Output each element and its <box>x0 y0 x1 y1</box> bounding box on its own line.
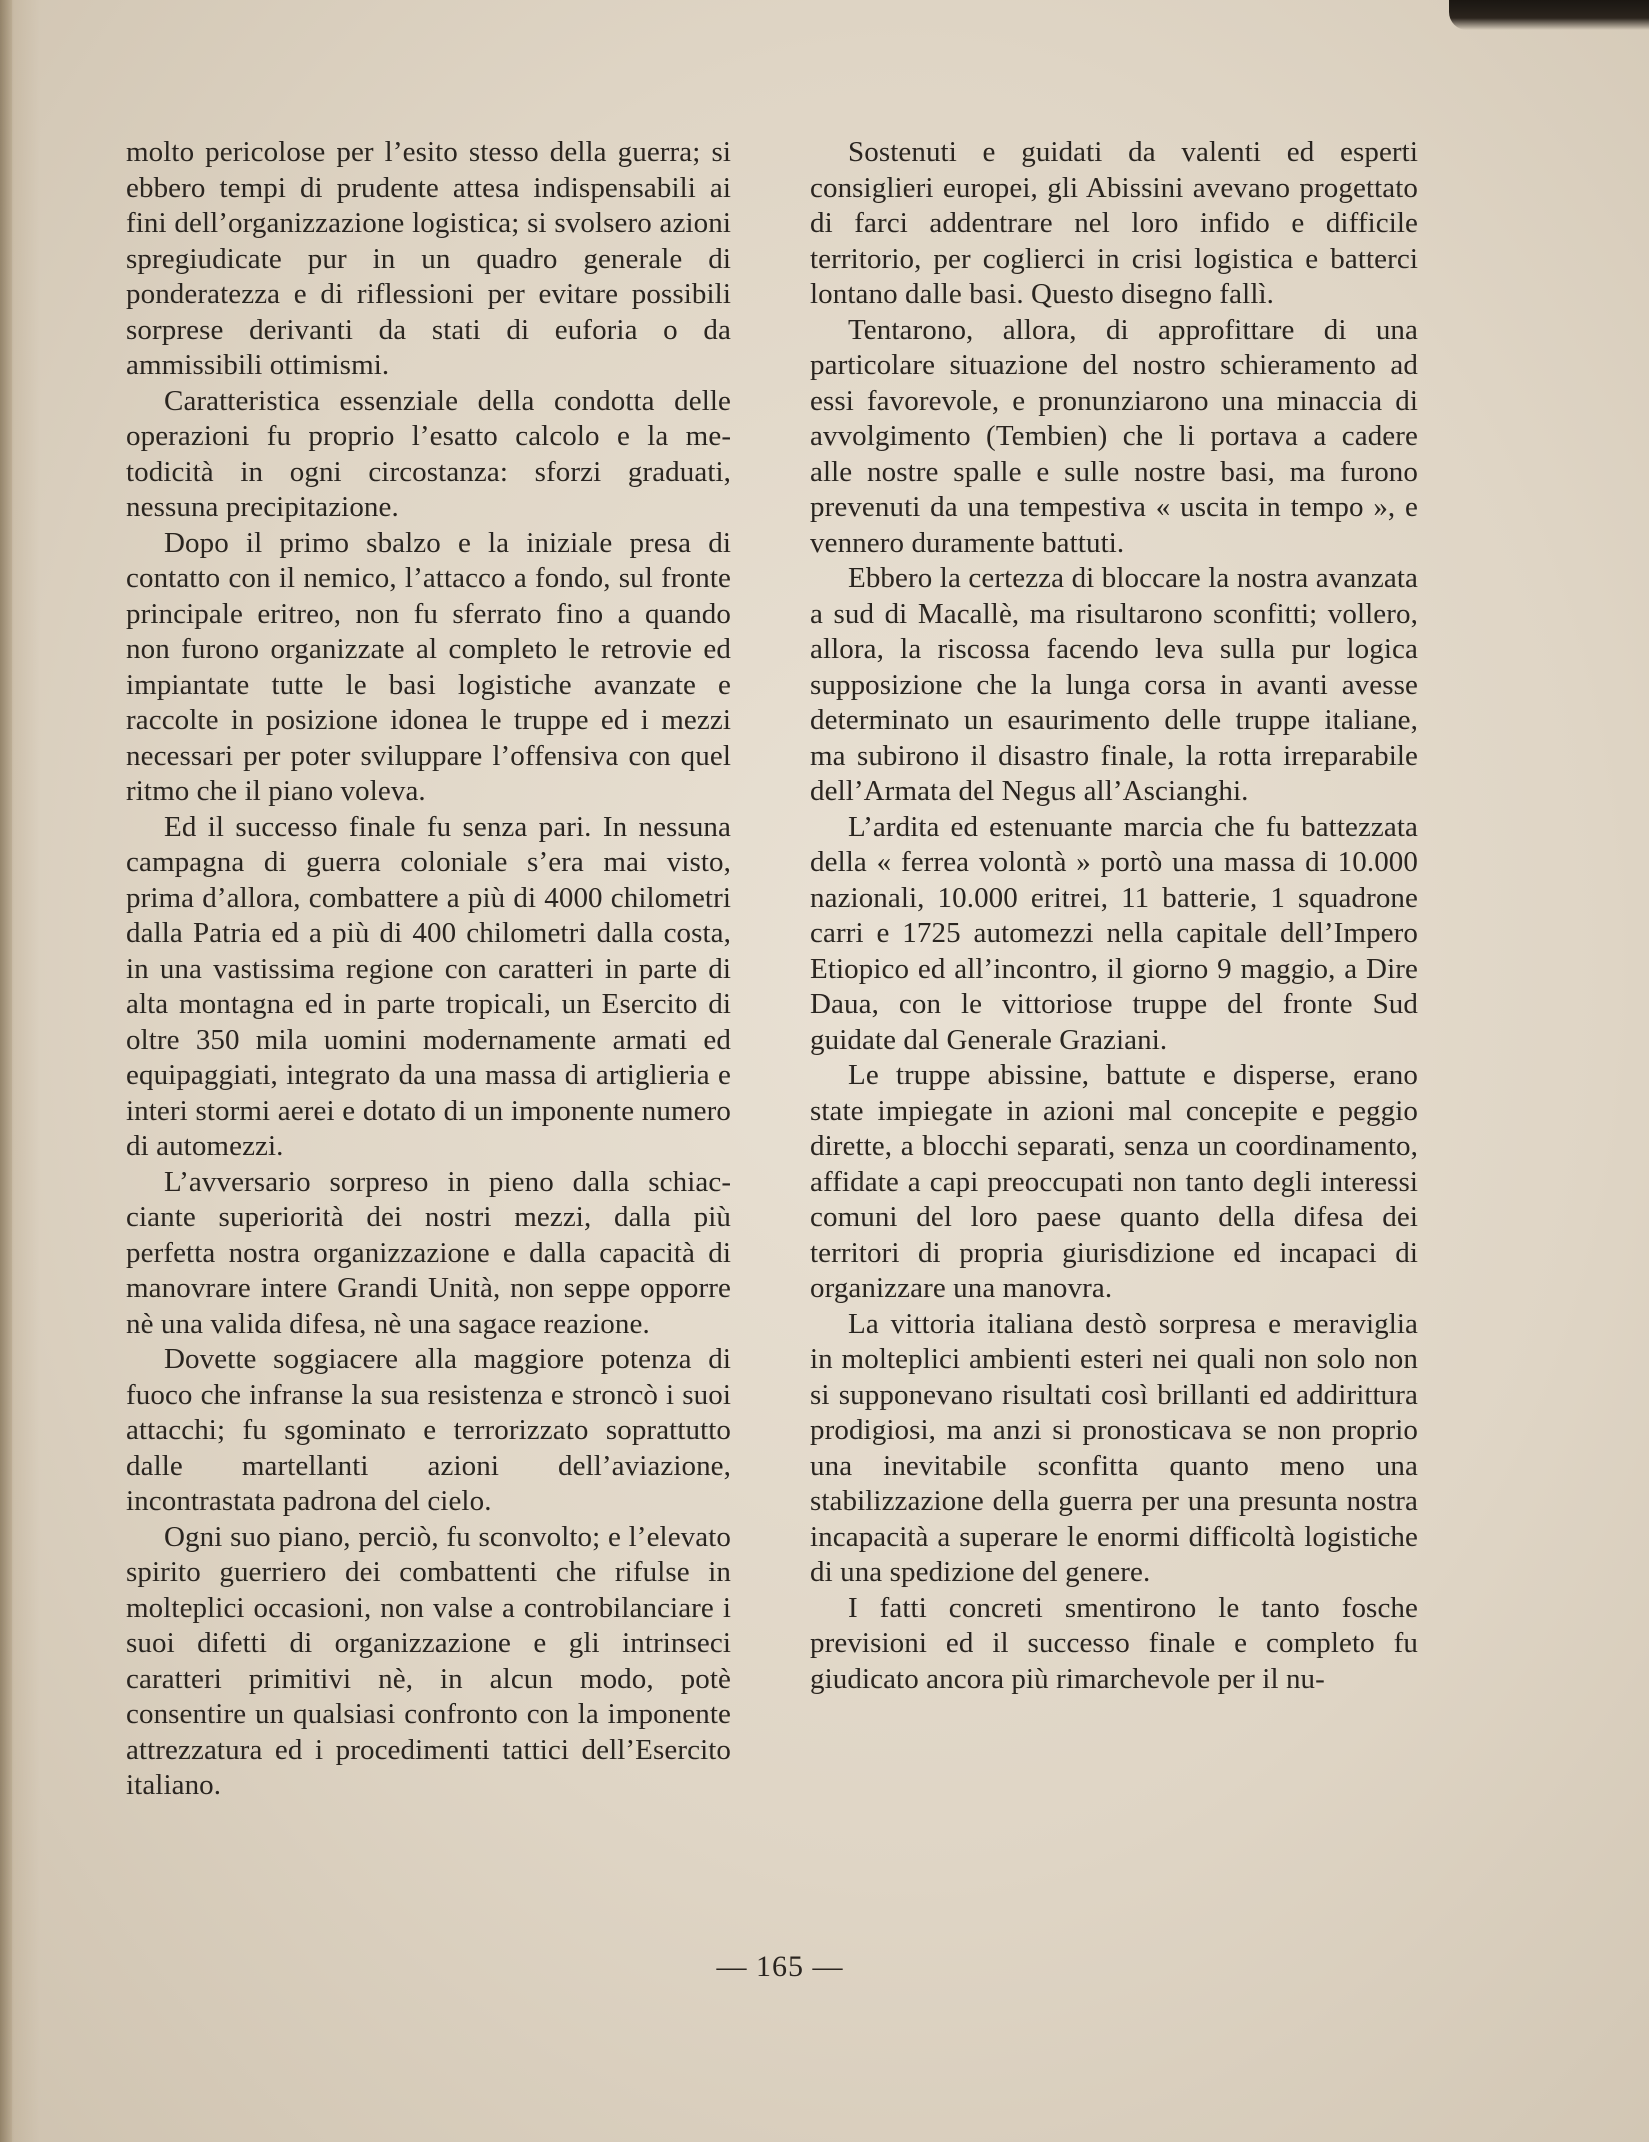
right-paragraph-4: L’ardita ed estenuante marcia che fu battezzata della « ferrea volontà » portò una massa di 10.000 nazionali, 10.000 eritrei, 11 batterie, 1 squadrone carri e 1725 automezzi nella capitale dell’Impero Etiopico ed all’incontro, il giorno 9 maggio, a Dire Daua, con le vittoriose truppe del fronte Sud guidate dal Generale Graziani. <box>810 810 1418 1056</box>
right-column <box>810 135 1418 1697</box>
right-paragraph-5: Le truppe abissine, battute e disperse, erano state impiegate in azioni mal concepite e peggio dirette, a blocchi separati, senza un coordinamento, affidate a capi preoccupati non tanto degli interessi comuni del loro paese quanto della difesa dei territori di propria giurisdizione ed incapaci di organizzare una manovra. <box>810 1059 1418 1304</box>
left-paragraph-3: Dopo il primo sbalzo e la iniziale presa di contatto con il nemico, l’attacco a fondo, sul fronte principale eritreo, non fu sferrato fino a quando non furono organizzate al completo le retrovie ed impiantate tutte le basi logistiche avanzate e raccolte in posizione idonea le truppe ed i mezzi necessari per poter sviluppare l’offensiva con quel ritmo che il piano voleva. <box>126 526 731 807</box>
right-paragraph-1: Sostenuti e guidati da valenti ed esperti consiglieri europei, gli Abissini avevano progettato di farci addentrare nel loro infido e difficile territorio, per coglierci in crisi logistica e batterci lontano dalle basi. Questo disegno fallì. <box>810 136 1418 310</box>
left-paragraph-5: L’avversario sorpreso in pieno dalla schiacciante superiorità dei nostri mezzi, dalla più perfetta nostra organizzazione e dalla capacità di manovrare intere Grandi Unità, non seppe opporre nè una valida difesa, nè una sagace reazione. <box>126 1165 731 1340</box>
page-edge-shadow <box>0 0 12 2142</box>
page-number: — 165 — <box>716 1950 844 1983</box>
left-paragraph-4: Ed il successo finale fu senza pari. In nessuna campagna di guerra coloniale s’era mai visto, prima d’allora, combattere a più di 4000 chilometri dalla Patria ed a più di 400 chilometri dalla costa, in una vastissima regione con caratteri in parte di alta montagna ed in parte tropicali, un Esercito di oltre 350 mila uomini modernamente armati ed equipaggiati, integrato da una massa di artiglieria e interi stormi aerei e dotato di un imponente numero di automezzi. <box>126 810 731 1162</box>
right-paragraph-6: La vittoria italiana destò sorpresa e meraviglia in molteplici ambienti esteri nei quali non solo non si supponevano risultati così brillanti ed addirittura prodigiosi, ma anzi si pronosticava se non proprio una inevitabile sconfitta quanto meno una stabilizzazione della guerra per una presunta nostra incapacità a superare le enormi difficoltà logistiche di una spedizione del genere. <box>810 1307 1418 1588</box>
left-paragraph-1: molto pericolose per l’esito stesso della guerra; si ebbero tempi di prudente attesa indispensabili ai fini dell’organizzazione logistica; si svolsero azioni spregiudicate pur in un quadro generale di ponderatezza e di riflessioni per evitare possibili sorprese derivanti da stati di euforia o da ammissibili ottimismi. <box>126 136 731 381</box>
right-paragraph-3: Ebbero la certezza di bloccare la nostra avanzata a sud di Macallè, ma risultarono sconfitti; vollero, allora, la riscossa facendo leva sulla pur logica supposizione che la lunga corsa in avanti avesse determinato un esaurimento delle truppe italiane, ma subirono il disastro finale, la rotta irreparabile dell’Armata del Negus all’Ascianghi. <box>810 562 1418 807</box>
left-paragraph-6: Dovette soggiacere alla maggiore potenza di fuoco che infranse la sua resistenza e stroncò i suoi attacchi; fu sgominato e terrorizzato soprattutto dalle martellanti azioni dell’aviazione, incontrastata padrona del cielo. <box>126 1343 731 1517</box>
left-paragraph-7: Ogni suo piano, perciò, fu sconvolto; e l’elevato spirito guerriero dei combattenti che rifulse in molteplici occasioni, non valse a controbilanciare i suoi difetti di organizzazione e gli intrinseci caratteri primitivi nè, in alcun modo, potè consentire un qualsiasi confronto con la imponente attrezzatura ed i procedimenti tattici dell’Esercito italiano. <box>126 1520 731 1801</box>
left-paragraph-2: Caratteristica essenziale della condotta delle operazioni fu proprio l’esatto calcolo e la metodicità in ogni circostanza: sforzi graduati, nessuna precipitazione. <box>126 384 731 523</box>
corner-shadow <box>1449 0 1649 30</box>
left-column <box>126 135 731 1804</box>
right-paragraph-7: I fatti concreti smentirono le tanto fosche previsioni ed il successo finale e completo fu giudicato ancora più rimarchevole per il nu- <box>810 1591 1418 1695</box>
right-paragraph-2: Tentarono, allora, di approfittare di una particolare situazione del nostro schieramento ad essi favorevole, e pronunziarono una minaccia di avvolgimento (Tembien) che li portava a cadere alle nostre spalle e sulle nostre basi, ma furono prevenuti da una tempestiva « uscita in tempo », e vennero duramente battuti. <box>810 313 1418 559</box>
